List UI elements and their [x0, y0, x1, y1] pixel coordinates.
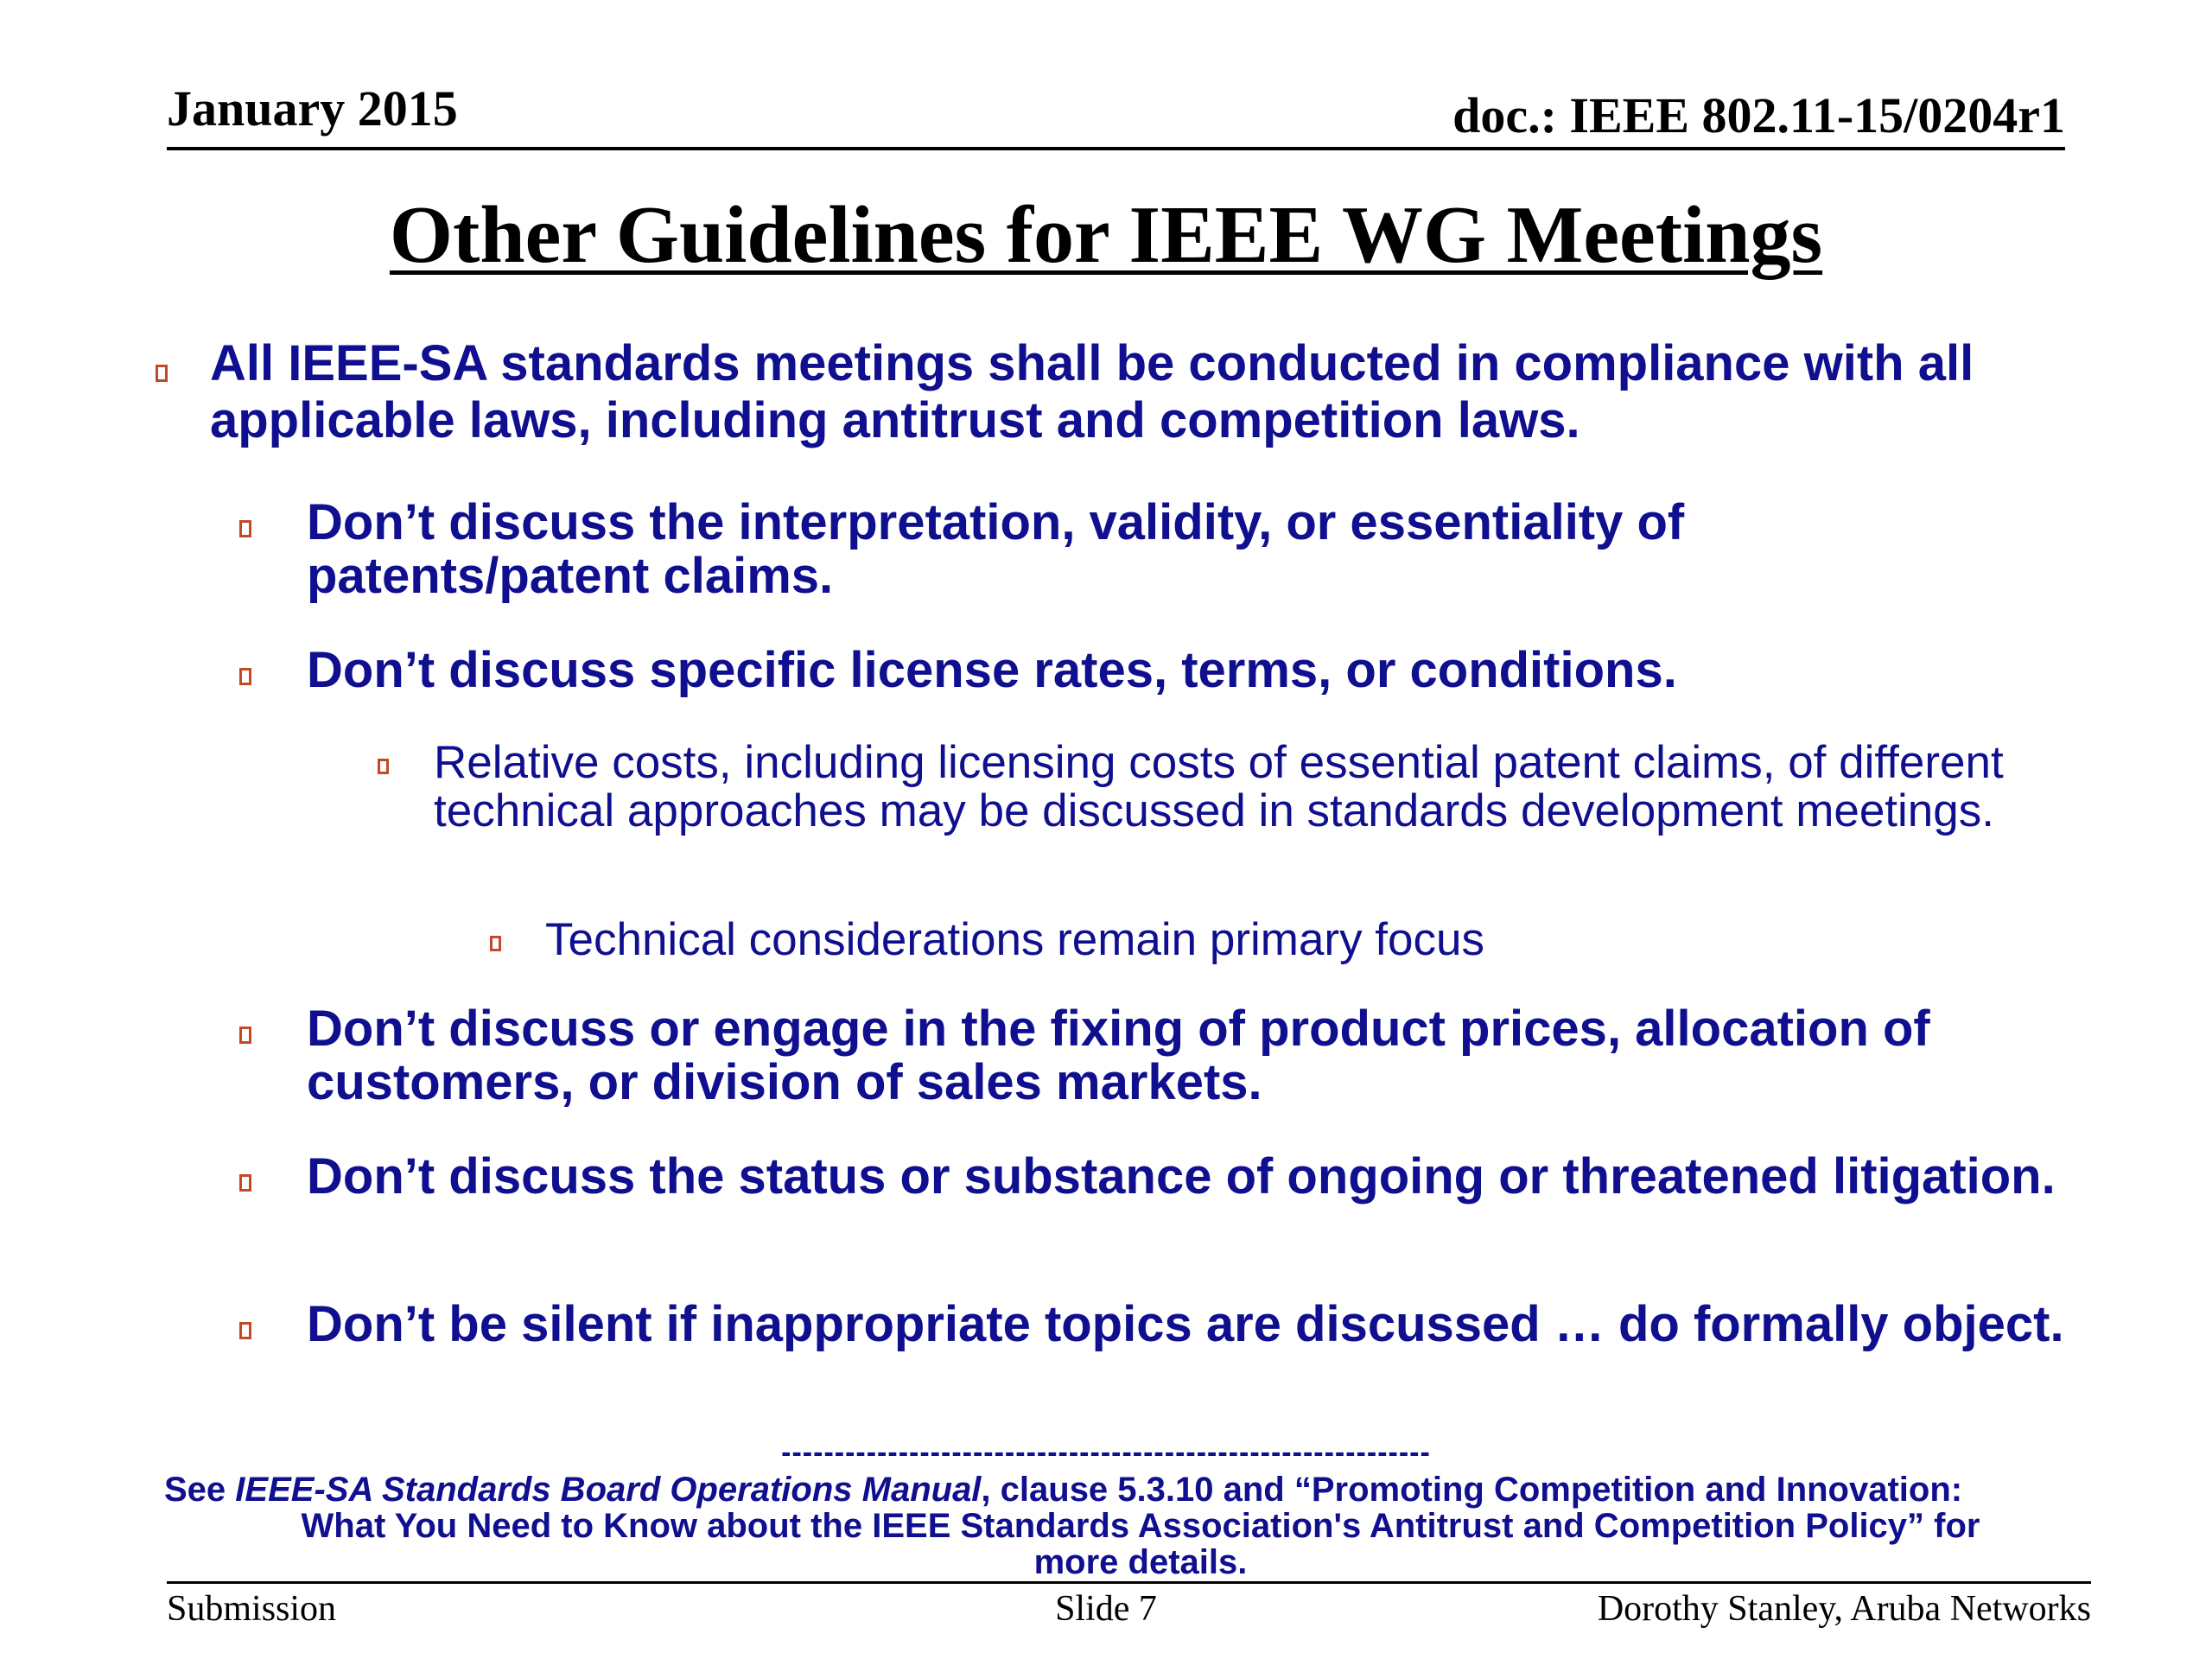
bullet-item [210, 335, 2128, 449]
reference-manual-title: IEEE-SA Standards Board Operations Manual [235, 1471, 982, 1509]
bullet-marker-icon [239, 668, 251, 685]
bullet-item [434, 739, 2119, 836]
footer-author: Dorothy Stanley, Aruba Networks [1597, 1589, 2091, 1629]
bullet-text: All IEEE-SA standards meetings shall be conducted in compliance with all applicable laws, including antitrust and competition laws. [210, 335, 1974, 448]
bullet-marker-icon [156, 365, 168, 382]
bullet-item [307, 1150, 2078, 1204]
reference-note [164, 1471, 2117, 1580]
reference-line-3: more details. [1033, 1543, 1248, 1581]
bullet-item [307, 496, 2035, 603]
bullet-marker-icon [239, 1322, 251, 1339]
bullet-text: Don’t discuss or engage in the fixing of product prices, allocation of customers, or division of sales markets. [307, 1001, 1930, 1110]
footer-rule [167, 1581, 2091, 1584]
reference-line-1 [164, 1471, 2117, 1508]
reference-line-2: What You Need to Know about the IEEE Standards Association's Antitrust and Competition Policy” for [301, 1507, 1980, 1545]
bullet-text: Don’t discuss the status or substance of ongoing or threatened litigation. [307, 1148, 2056, 1205]
bullet-text: Technical considerations remain primary focus [545, 914, 1484, 965]
bullet-marker-icon [490, 936, 501, 951]
bullet-item [307, 1298, 2121, 1351]
bullet-item [307, 1002, 2164, 1109]
slide-title: Other Guidelines for IEEE WG Meetings [389, 190, 1823, 280]
reference-line-1-rest: , clause 5.3.10 and “Promoting Competition and Innovation: [981, 1471, 1963, 1509]
bullet-text: Relative costs, including licensing costs of essential patent claims, of different technical approaches may be discussed in standards development meetings. [434, 737, 2004, 836]
bullet-text: Don’t be silent if inappropriate topics are discussed … do formally object. [307, 1296, 2064, 1352]
bullet-text: Don’t discuss specific license rates, terms, or conditions. [307, 642, 1677, 698]
reference-separator: ------------------------------------------------------------- [781, 1436, 1431, 1469]
bullet-marker-icon [239, 1174, 251, 1192]
bullet-item [545, 916, 2101, 964]
bullet-marker-icon [239, 520, 251, 537]
header-doc-id: doc.: IEEE 802.11-15/0204r1 [1452, 87, 2065, 143]
footer-submission: Submission [167, 1589, 337, 1629]
bullet-item [307, 644, 2121, 697]
header-date: January 2015 [167, 80, 458, 137]
bullet-text: Don’t discuss the interpretation, validity, or essentiality of patents/patent claims. [307, 494, 1685, 604]
bullet-marker-icon [239, 1027, 251, 1044]
bullet-marker-icon [378, 759, 389, 774]
header-rule [167, 147, 2065, 150]
footer-slide-number: Slide 7 [1055, 1589, 1157, 1629]
reference-prefix: See [164, 1471, 236, 1509]
